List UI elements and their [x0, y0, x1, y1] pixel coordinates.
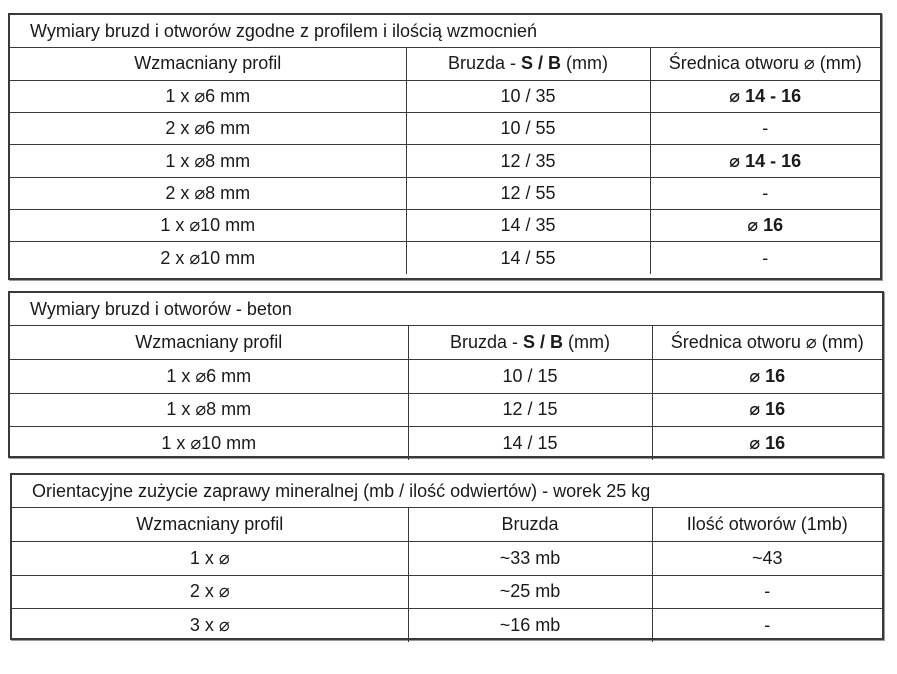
table-title: Orientacyjne zużycie zaprawy mineralnej (mb / ilość odwiertów) - worek 25 kg [12, 475, 882, 508]
cell-groove: 10 / 55 [406, 113, 650, 145]
cell-diameter: ⌀ 16 [652, 393, 882, 427]
cell-diameter: - [650, 113, 880, 145]
header-holes: Ilość otworów (1mb) [652, 508, 882, 542]
table-row [10, 80, 880, 112]
cell-groove: ~33 mb [408, 542, 652, 576]
cell-profile: 2 x ⌀ [12, 575, 408, 609]
cell-holes: - [652, 575, 882, 609]
cell-groove: 10 / 35 [406, 80, 650, 112]
cell-diameter: ⌀ 14 - 16 [650, 80, 880, 112]
cell-diameter: ⌀ 16 [650, 209, 880, 241]
header-profile: Wzmacniany profil [12, 508, 408, 542]
table-row [10, 242, 880, 274]
header-row [10, 48, 880, 80]
table-row [12, 542, 882, 576]
table-row [12, 609, 882, 643]
table-row [10, 145, 880, 177]
cell-groove: 12 / 55 [406, 177, 650, 209]
header-diameter: Średnica otworu ⌀ (mm) [650, 48, 880, 80]
cell-profile: 3 x ⌀ [12, 609, 408, 643]
cell-holes: ~43 [652, 542, 882, 576]
cell-profile: 1 x ⌀10 mm [10, 427, 408, 461]
table-groove-dimensions-concrete [8, 291, 884, 458]
table-row [12, 575, 882, 609]
cell-profile: 1 x ⌀10 mm [10, 209, 406, 241]
table-row [10, 360, 882, 394]
header-groove-suffix: (mm) [563, 332, 611, 352]
table-row [10, 113, 880, 145]
cell-groove: ~16 mb [408, 609, 652, 643]
header-profile: Wzmacniany profil [10, 48, 406, 80]
cell-profile: 2 x ⌀6 mm [10, 113, 406, 145]
table-row [10, 177, 880, 209]
data-table [10, 48, 880, 274]
cell-diameter: ⌀ 14 - 16 [650, 145, 880, 177]
cell-diameter: - [762, 247, 769, 268]
table-row [10, 427, 882, 461]
cell-profile: 2 x ⌀8 mm [10, 177, 406, 209]
cell-groove: 14 / 35 [406, 209, 650, 241]
cell-profile: 1 x ⌀6 mm [10, 360, 408, 394]
table-groove-dimensions-profile [8, 13, 882, 280]
cell-groove: 12 / 35 [406, 145, 650, 177]
cell-profile: 1 x ⌀8 mm [10, 393, 408, 427]
cell-groove: 14 / 55 [406, 242, 650, 274]
cell-groove: 14 / 15 [408, 427, 652, 461]
header-row [10, 326, 882, 360]
table-row [10, 393, 882, 427]
header-groove: Bruzda [408, 508, 652, 542]
table-title: Wymiary bruzd i otworów - beton [10, 293, 882, 326]
table-title: Wymiary bruzd i otworów zgodne z profilem i ilością wzmocnień [10, 15, 880, 48]
cell-profile: 1 x ⌀ [12, 542, 408, 576]
header-groove-suffix: (mm) [561, 53, 609, 74]
cell-groove: 12 / 15 [408, 393, 652, 427]
cell-profile: 1 x ⌀6 mm [10, 80, 406, 112]
cell-profile: 1 x ⌀8 mm [10, 145, 406, 177]
cell-groove: ~25 mb [408, 575, 652, 609]
cell-diameter: ⌀ 16 [652, 360, 882, 394]
header-groove-prefix: Bruzda - [447, 53, 522, 74]
table-row [10, 209, 880, 241]
data-table [10, 326, 882, 460]
header-profile: Wzmacniany profil [10, 326, 408, 360]
header-groove-prefix: Bruzda - [449, 332, 524, 352]
cell-holes: - [764, 615, 771, 635]
header-groove-bold: S / B [521, 53, 562, 74]
header-diameter: Średnica otworu ⌀ (mm) [652, 326, 882, 360]
cell-profile: 2 x ⌀10 mm [10, 242, 406, 274]
header-groove-bold: S / B [523, 332, 564, 352]
cell-diameter: ⌀ 16 [749, 433, 786, 453]
header-row [12, 508, 882, 542]
cell-groove: 10 / 15 [408, 360, 652, 394]
data-table [12, 508, 882, 642]
header-groove [406, 48, 650, 80]
header-groove [408, 326, 652, 360]
table-mortar-consumption [10, 473, 884, 640]
cell-diameter: - [650, 177, 880, 209]
